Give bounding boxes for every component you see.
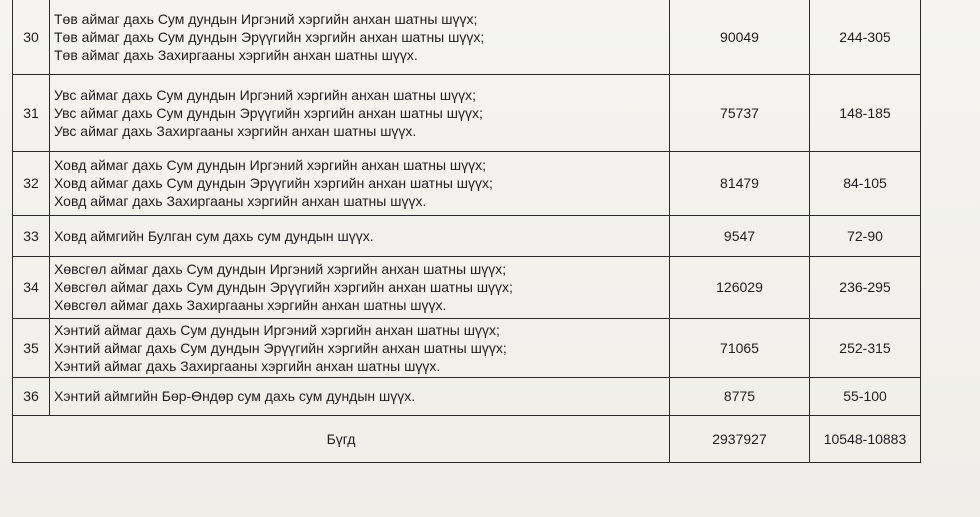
population-cell: 90049 <box>670 0 810 74</box>
court-name-cell <box>50 74 670 151</box>
court-name-line: Хөвсгөл аймаг дахь Сум дундын Иргэний хэргийн анхан шатны шүүх; <box>54 261 507 277</box>
table-row <box>13 377 921 415</box>
court-name-line: Хэнтий аймаг дахь Сум дундын Иргэний хэргийн анхан шатны шүүх; <box>54 321 500 338</box>
court-table-body <box>13 0 921 462</box>
table-row <box>13 318 921 377</box>
population-cell: 126029 <box>670 256 810 318</box>
court-name-line: Ховд аймаг дахь Сум дундын Иргэний хэргийн анхан шатны шүүх; <box>54 157 487 173</box>
row-number: 31 <box>13 74 50 151</box>
court-table <box>12 0 921 463</box>
court-name-line: Хэнтий аймаг дахь Захиргааны хэргийн анхан шатны шүүх. <box>54 357 441 374</box>
court-name-cell <box>50 256 670 318</box>
population-cell: 71065 <box>670 318 810 377</box>
table-row <box>13 215 921 256</box>
court-name-cell <box>50 215 670 256</box>
total-label: Бүгд <box>13 415 670 462</box>
judge-range-cell: 72-90 <box>810 215 921 256</box>
court-name-line: Хөвсгөл аймаг дахь Захиргааны хэргийн анхан шатны шүүх. <box>54 297 447 313</box>
court-name-line: Увс аймаг дахь Сум дундын Иргэний хэргийн анхан шатны шүүх; <box>54 86 477 103</box>
judge-range-cell: 244-305 <box>810 0 921 74</box>
table-row <box>13 151 921 215</box>
row-number: 36 <box>13 377 50 415</box>
court-name-cell <box>50 377 670 415</box>
court-name-cell <box>50 318 670 377</box>
table-row <box>13 256 921 318</box>
row-number: 35 <box>13 318 50 377</box>
court-name-line: Төв аймаг дахь Сум дундын Эрүүгийн хэргийн анхан шатны шүүх; <box>54 28 485 45</box>
population-cell: 75737 <box>670 74 810 151</box>
court-name-line: Хэнтий аймгийн Бөр-Өндөр сум дахь сум дундын шүүх. <box>54 388 416 404</box>
court-name-line: Хэнтий аймаг дахь Сум дундын Эрүүгийн хэргийн анхан шатны шүүх; <box>54 339 507 356</box>
court-name-line: Ховд аймгийн Булган сум дахь сум дундын шүүх. <box>54 227 374 244</box>
row-number: 33 <box>13 215 50 256</box>
court-name-line: Увс аймаг дахь Захиргааны хэргийн анхан шатны шүүх. <box>54 122 417 139</box>
total-row <box>13 415 921 462</box>
total-judge-range: 10548-10883 <box>810 415 921 462</box>
court-name-cell <box>50 151 670 215</box>
judge-range-cell: 84-105 <box>810 151 921 215</box>
judge-range-cell: 148-185 <box>810 74 921 151</box>
court-name-cell <box>50 0 670 74</box>
population-cell: 8775 <box>670 377 810 415</box>
population-cell: 9547 <box>670 215 810 256</box>
court-name-line: Ховд аймаг дахь Сум дундын Эрүүгийн хэргийн анхан шатны шүүх; <box>54 175 493 191</box>
row-number: 34 <box>13 256 50 318</box>
judge-range-cell: 252-315 <box>810 318 921 377</box>
table-row <box>13 0 921 74</box>
court-name-line: Төв аймаг дахь Сум дундын Иргэний хэргийн анхан шатны шүүх; <box>54 10 478 27</box>
court-name-line: Хөвсгөл аймаг дахь Сум дундын Эрүүгийн хэргийн анхан шатны шүүх; <box>54 279 513 295</box>
row-number: 30 <box>13 0 50 74</box>
judge-range-cell: 55-100 <box>810 377 921 415</box>
court-name-line: Ховд аймаг дахь Захиргааны хэргийн анхан шатны шүүх. <box>54 193 427 209</box>
population-cell: 81479 <box>670 151 810 215</box>
court-name-line: Увс аймаг дахь Сум дундын Эрүүгийн хэргийн анхан шатны шүүх; <box>54 104 483 121</box>
total-population: 2937927 <box>670 415 810 462</box>
judge-range-cell: 236-295 <box>810 256 921 318</box>
court-name-line: Төв аймаг дахь Захиргааны хэргийн анхан шатны шүүх. <box>54 46 418 63</box>
row-number: 32 <box>13 151 50 215</box>
table-row <box>13 74 921 151</box>
